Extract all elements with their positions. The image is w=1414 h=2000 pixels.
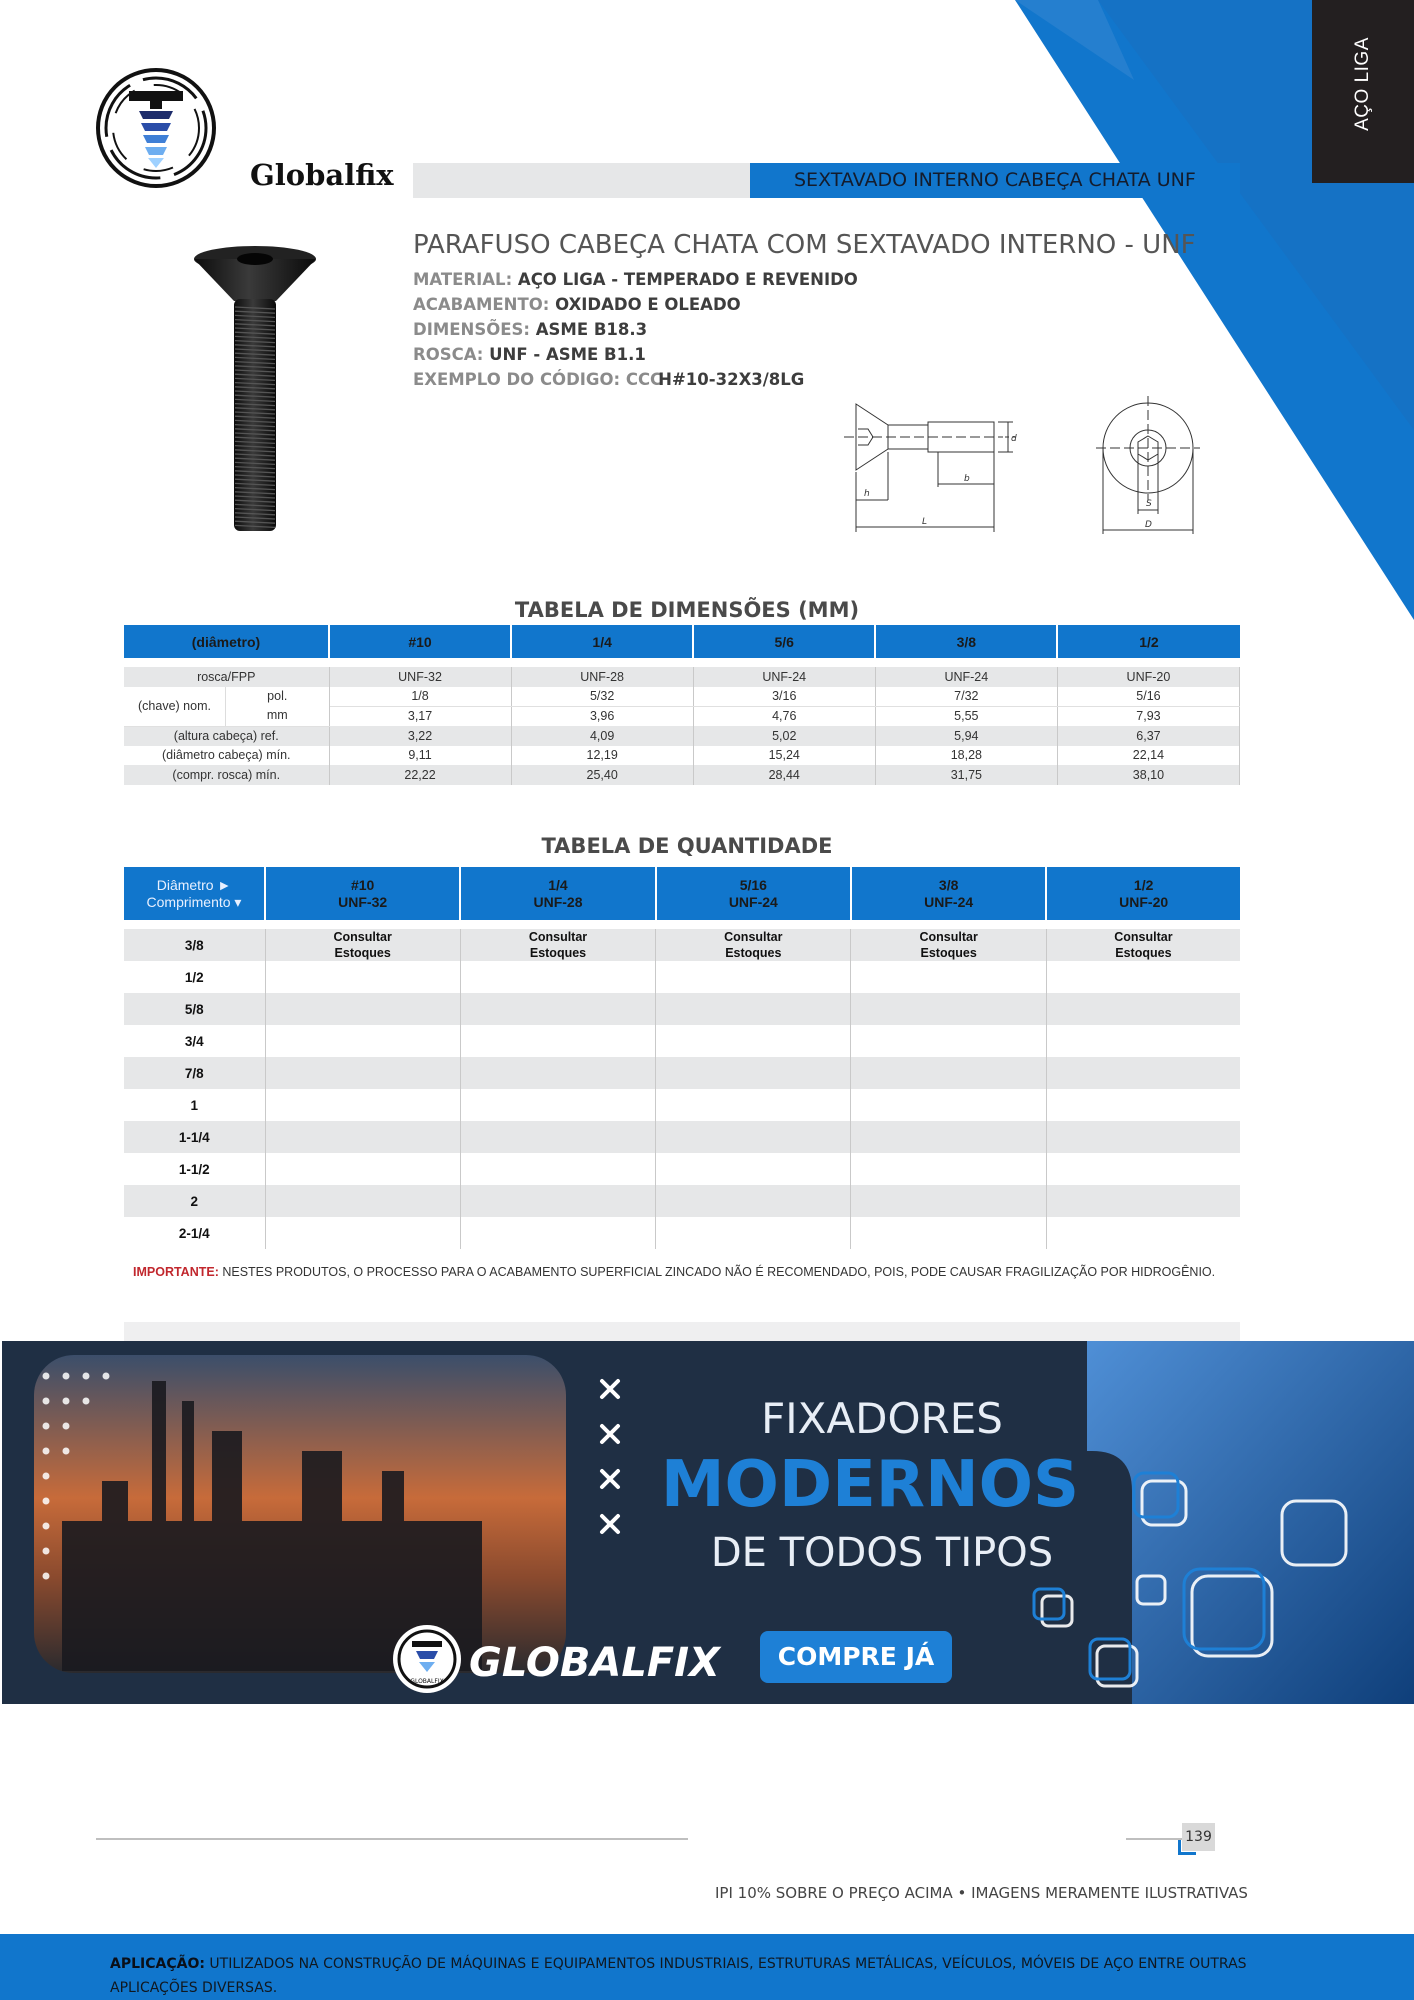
header-gray-bar	[413, 163, 752, 198]
globalfix-logo-icon	[95, 67, 217, 189]
consult-stock-line: Estoques	[725, 946, 782, 960]
spec-label: MATERIAL:	[413, 270, 513, 289]
qty-cell	[1046, 993, 1240, 1025]
row-label: (diâmetro cabeça) mín.	[124, 746, 329, 766]
qty-cell	[460, 1057, 655, 1089]
dimensions-table	[124, 625, 1240, 785]
consult-stock-line: Estoques	[529, 946, 587, 960]
consult-stock-line: Consultar	[333, 930, 392, 944]
table-row	[124, 687, 1240, 707]
buy-now-label: COMPRE JÁ	[777, 1642, 935, 1671]
brand-name: Globalfix	[250, 158, 394, 192]
qty-cell	[656, 1089, 851, 1121]
footer-divider	[1126, 1838, 1182, 1840]
qty-cell	[851, 1121, 1046, 1153]
table-row	[124, 1025, 1240, 1057]
qty-cell	[265, 1089, 460, 1121]
qty-cell	[1046, 1025, 1240, 1057]
qty-cell	[656, 1057, 851, 1089]
table-cell: 18,28	[875, 746, 1057, 766]
qty-header-cell	[265, 867, 460, 920]
length-cell: 1/2	[124, 961, 265, 993]
spec-label: ROSCA:	[413, 345, 484, 364]
row-sublabel: mm	[266, 708, 288, 722]
qty-cell	[460, 929, 655, 961]
side-category-tab	[1312, 0, 1414, 183]
qty-cell	[656, 1185, 851, 1217]
consult-stock-line: Consultar	[1114, 930, 1173, 944]
spec-value: AÇO LIGA - TEMPERADO E REVENIDO	[517, 270, 858, 289]
row-label: (compr. rosca) mín.	[124, 765, 329, 785]
dim-header-cell: (diâmetro)	[124, 625, 329, 658]
application-text: UTILIZADOS NA CONSTRUÇÃO DE MÁQUINAS E EQUIPAMENTOS INDUSTRIAIS, ESTRUTURAS METÁLICAS, VEÍCULOS, MÓVEIS DE AÇO ENTRE OUTRAS APLICAÇÕES DIVERSAS.	[110, 1956, 1247, 1996]
row-label: rosca/FPP	[124, 667, 329, 687]
qty-cell	[265, 1153, 460, 1185]
dim-D-label: D	[1145, 520, 1152, 530]
banner-brand: GLOBALFIX	[469, 1640, 720, 1686]
gray-strip	[124, 1322, 1240, 1341]
table-row	[124, 961, 1240, 993]
table-cell: 5/16	[1057, 687, 1239, 707]
spec-value: OXIDADO E OLEADO	[555, 295, 741, 314]
qty-cell	[460, 1025, 655, 1057]
header-thread: UNF-32	[338, 893, 388, 910]
length-cell: 7/8	[124, 1057, 265, 1089]
row-label-chave	[124, 687, 329, 727]
dim-table-title: TABELA DE DIMENSÕES (MM)	[514, 598, 860, 622]
qty-cell	[265, 993, 460, 1025]
banner-graphic	[2, 1341, 1414, 1704]
screw-photo	[190, 245, 320, 540]
table-row	[124, 1185, 1240, 1217]
banner-logo-text: GLOBALFIX	[410, 1678, 444, 1685]
qty-cell	[1046, 1121, 1240, 1153]
corner-line: Diâmetro ►	[156, 876, 232, 893]
application-bar	[0, 1934, 1414, 2000]
qty-cell	[656, 1025, 851, 1057]
table-cell: 9,11	[329, 746, 511, 766]
qty-cell	[460, 1089, 655, 1121]
qty-cell	[851, 961, 1046, 993]
table-cell: 38,10	[1057, 765, 1239, 785]
table-cell: 25,40	[511, 765, 693, 785]
spec-label: EXEMPLO DO CÓDIGO:	[413, 370, 621, 389]
banner-line1: FIXADORES	[761, 1394, 1003, 1443]
header-size: 1/4	[548, 876, 568, 893]
length-cell: 1-1/4	[124, 1121, 265, 1153]
table-row	[124, 929, 1240, 961]
dim-header-cell: 3/8	[875, 625, 1057, 658]
spec-code-example	[413, 370, 804, 389]
technical-drawing	[838, 392, 1208, 540]
spec-label: ACABAMENTO:	[413, 295, 550, 314]
table-cell: 5,94	[875, 726, 1057, 746]
consult-stock-line: Consultar	[528, 930, 588, 944]
table-cell: 22,22	[329, 765, 511, 785]
qty-cell	[656, 993, 851, 1025]
spec-value-prefix: CCC	[625, 370, 663, 389]
qty-cell	[656, 1153, 851, 1185]
table-cell: UNF-24	[875, 667, 1057, 687]
spec-value: UNF - ASME B1.1	[489, 345, 646, 364]
corner-line: Comprimento ▾	[146, 893, 242, 910]
table-cell: 4,76	[693, 706, 875, 726]
table-cell: 15,24	[693, 746, 875, 766]
qty-cell	[851, 1057, 1046, 1089]
length-cell: 1-1/2	[124, 1153, 265, 1185]
dim-d-label: d	[1011, 434, 1017, 444]
important-label: IMPORTANTE:	[133, 1265, 219, 1279]
length-cell: 3/4	[124, 1025, 265, 1057]
qty-cell	[265, 1121, 460, 1153]
spec-material	[413, 270, 858, 289]
table-row	[124, 1217, 1240, 1249]
table-cell: 31,75	[875, 765, 1057, 785]
spec-dimensions	[413, 320, 647, 339]
buy-now-button[interactable]	[760, 1631, 952, 1683]
qty-cell	[265, 929, 460, 961]
important-text: NESTES PRODUTOS, O PROCESSO PARA O ACABAMENTO SUPERFICIAL ZINCADO NÃO É RECOMENDADO, POIS, PODE CAUSAR FRAGILIZAÇÃO POR HIDROGÊNIO.	[218, 1265, 1216, 1279]
header-size: 1/2	[1133, 876, 1154, 893]
qty-table-title: TABELA DE QUANTIDADE	[541, 834, 833, 858]
table-row	[124, 746, 1240, 766]
length-cell: 2-1/4	[124, 1217, 265, 1249]
important-note	[133, 1265, 1215, 1279]
table-cell: 3,17	[329, 706, 511, 726]
dim-b-label: b	[964, 474, 970, 484]
qty-cell	[460, 1121, 655, 1153]
qty-cell	[656, 961, 851, 993]
qty-cell	[1046, 961, 1240, 993]
consult-stock-line: Estoques	[920, 946, 977, 960]
promo-banner[interactable]	[2, 1341, 1414, 1704]
consult-stock-line: Estoques	[1115, 946, 1172, 960]
qty-corner-header	[124, 867, 265, 920]
table-row	[124, 1057, 1240, 1089]
spec-label: DIMENSÕES:	[413, 320, 530, 339]
table-cell: UNF-20	[1057, 667, 1239, 687]
table-row	[124, 765, 1240, 785]
qty-cell	[460, 1217, 655, 1249]
ipi-notice: IPI 10% SOBRE O PREÇO ACIMA • IMAGENS MERAMENTE ILUSTRATIVAS	[715, 1884, 1248, 1902]
dim-header-cell: #10	[329, 625, 511, 658]
table-cell: 5,02	[693, 726, 875, 746]
qty-header-cell	[656, 867, 851, 920]
header-thread: UNF-24	[924, 893, 974, 910]
qty-cell	[460, 993, 655, 1025]
qty-cell	[265, 1057, 460, 1089]
dim-h-label: h	[864, 489, 870, 499]
qty-cell	[1046, 1089, 1240, 1121]
table-cell: 1/8	[329, 687, 511, 707]
table-cell: 3,22	[329, 726, 511, 746]
side-category-label: AÇO LIGA	[1352, 37, 1373, 131]
dim-header-cell: 1/2	[1057, 625, 1239, 658]
table-row	[124, 993, 1240, 1025]
qty-cell	[265, 1185, 460, 1217]
table-cell: 7,93	[1057, 706, 1239, 726]
table-cell: 3/16	[693, 687, 875, 707]
table-cell: 22,14	[1057, 746, 1239, 766]
qty-cell	[851, 1025, 1046, 1057]
table-row	[124, 726, 1240, 746]
header-size: 3/8	[938, 876, 959, 893]
dim-L-label: L	[922, 517, 928, 527]
table-cell: 4,09	[511, 726, 693, 746]
qty-cell	[1046, 929, 1240, 961]
row-label: (chave) nom.	[124, 687, 226, 726]
table-row	[124, 1089, 1240, 1121]
application-label: APLICAÇÃO:	[110, 1956, 205, 1972]
spec-finish	[413, 295, 741, 314]
footer-divider	[96, 1838, 688, 1840]
table-row	[124, 1121, 1240, 1153]
row-sublabel: pol.	[267, 688, 288, 703]
qty-cell	[851, 1185, 1046, 1217]
qty-cell	[656, 1121, 851, 1153]
header-size: #10	[350, 876, 375, 893]
length-cell: 2	[124, 1185, 265, 1217]
qty-cell	[851, 1217, 1046, 1249]
length-cell: 5/8	[124, 993, 265, 1025]
table-cell: 5,55	[875, 706, 1057, 726]
length-cell: 1	[124, 1089, 265, 1121]
dim-header-cell: 1/4	[511, 625, 693, 658]
consult-stock-line: Consultar	[724, 930, 783, 944]
table-cell: UNF-28	[511, 667, 693, 687]
qty-header-cell	[460, 867, 655, 920]
qty-cell	[460, 1153, 655, 1185]
qty-cell	[265, 961, 460, 993]
dim-S-label: S	[1146, 499, 1152, 509]
product-title: PARAFUSO CABEÇA CHATA COM SEXTAVADO INTERNO - UNF	[413, 230, 1196, 260]
table-cell: UNF-32	[329, 667, 511, 687]
header-size: 5/16	[739, 876, 767, 893]
qty-cell	[1046, 1153, 1240, 1185]
header-thread: UNF-20	[1119, 893, 1169, 910]
consult-stock-line: Consultar	[919, 930, 978, 944]
length-cell: 3/8	[124, 929, 265, 961]
page-number: 139	[1182, 1823, 1215, 1851]
qty-header-cell	[1046, 867, 1240, 920]
table-cell: 6,37	[1057, 726, 1239, 746]
spec-value: ASME B18.3	[535, 320, 648, 339]
table-cell: 5/32	[511, 687, 693, 707]
banner-line2: MODERNOS	[660, 1448, 1080, 1522]
dim-header-cell: 5/6	[693, 625, 875, 658]
qty-cell	[265, 1025, 460, 1057]
table-cell: 7/32	[875, 687, 1057, 707]
table-cell: 28,44	[693, 765, 875, 785]
table-cell: 3,96	[511, 706, 693, 726]
qty-cell	[460, 1185, 655, 1217]
table-cell: 12,19	[511, 746, 693, 766]
table-row	[124, 1153, 1240, 1185]
table-row	[124, 667, 1240, 687]
header-thread: UNF-28	[533, 893, 583, 910]
qty-cell	[460, 961, 655, 993]
qty-cell	[1046, 1217, 1240, 1249]
qty-cell	[1046, 1185, 1240, 1217]
qty-header-cell	[851, 867, 1046, 920]
header-thread: UNF-24	[728, 893, 778, 910]
spec-thread	[413, 345, 646, 364]
qty-cell	[851, 993, 1046, 1025]
qty-cell	[851, 929, 1046, 961]
consult-stock-line: Estoques	[334, 946, 391, 960]
banner-line3: DE TODOS TIPOS	[710, 1530, 1054, 1576]
quantity-table	[124, 867, 1240, 1249]
qty-cell	[656, 929, 851, 961]
spec-value: H#10-32X3/8LG	[658, 370, 805, 389]
qty-cell	[656, 1217, 851, 1249]
qty-cell	[265, 1217, 460, 1249]
qty-cell	[851, 1153, 1046, 1185]
qty-cell	[1046, 1057, 1240, 1089]
table-cell: UNF-24	[693, 667, 875, 687]
category-header: SEXTAVADO INTERNO CABEÇA CHATA UNF	[750, 163, 1240, 198]
row-label: (altura cabeça) ref.	[124, 726, 329, 746]
qty-cell	[851, 1089, 1046, 1121]
